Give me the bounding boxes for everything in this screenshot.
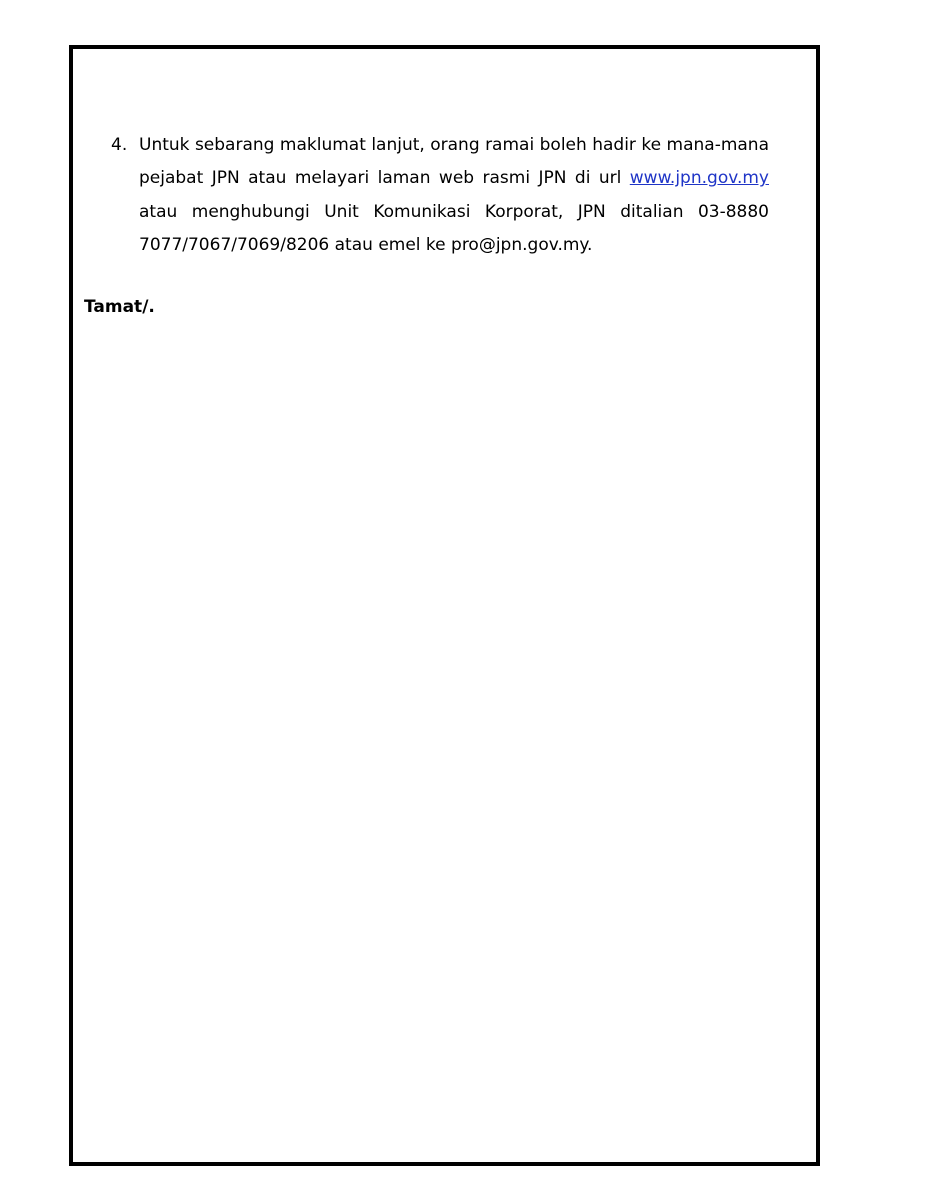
jpn-website-link[interactable]: www.jpn.gov.my — [629, 168, 769, 189]
closing-text: Tamat/. — [84, 297, 155, 317]
paragraph-text-end: atau menghubungi Unit Komunikasi Korporat, JPN ditalian 03-8880 7077/7067/7069/8206 atau emel ke pro@jpn.gov.my. — [139, 201, 769, 255]
list-item-4 — [111, 129, 769, 262]
item-number: 4. — [111, 135, 128, 155]
item-paragraph — [139, 129, 769, 262]
paragraph-text-start: Untuk sebarang maklumat lanjut, orang ramai boleh hadir ke mana-mana pejabat JPN atau melayari laman web rasmi JPN di url — [139, 135, 769, 189]
